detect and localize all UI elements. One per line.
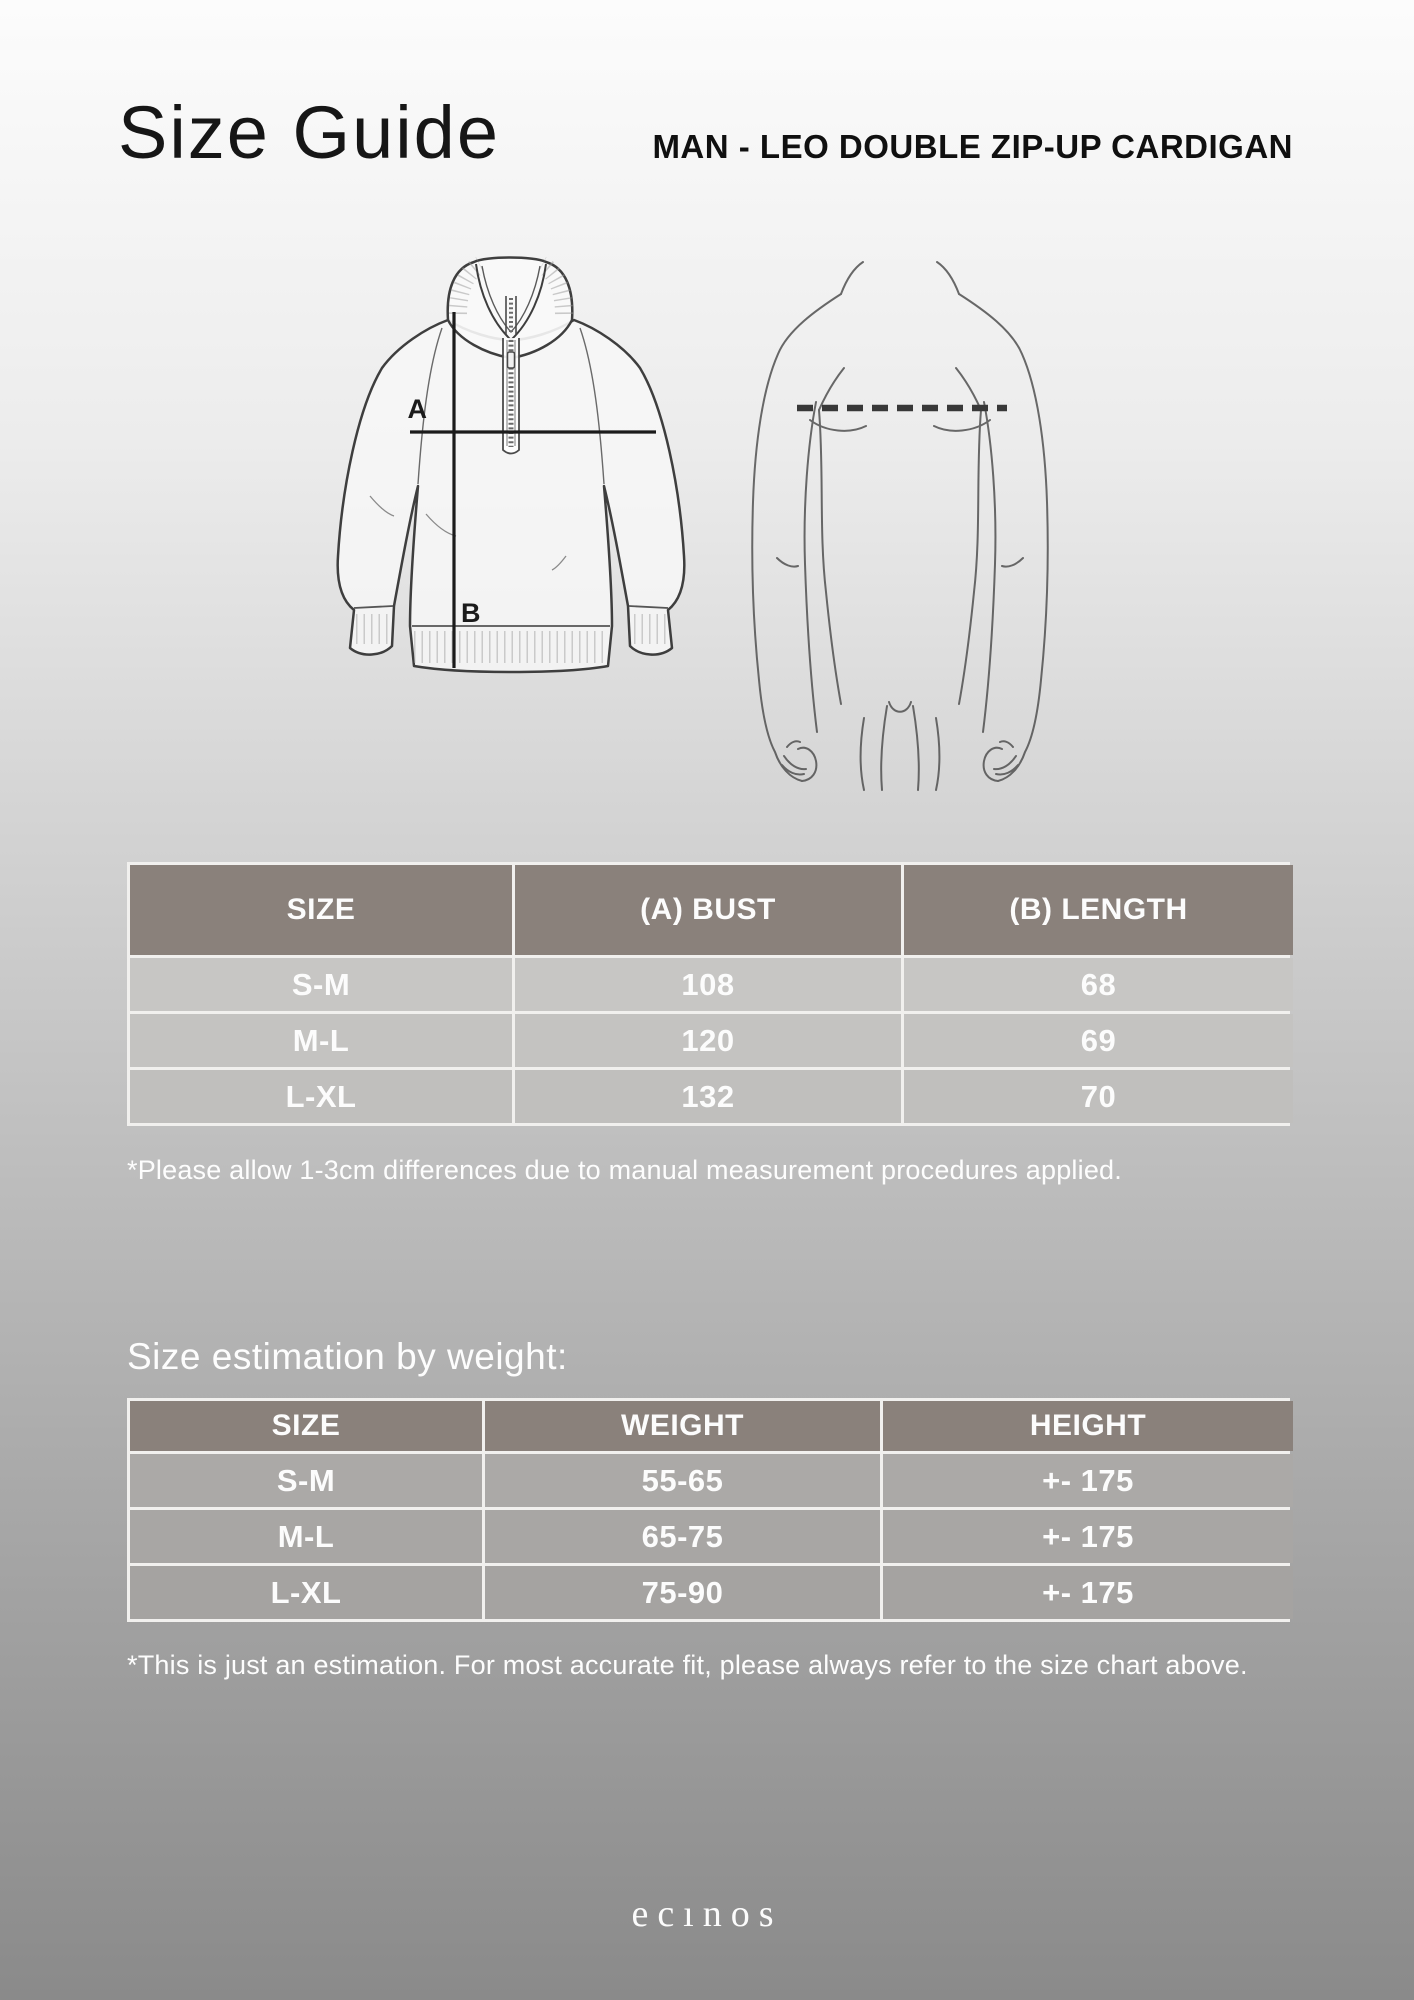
table-cell: L-XL	[130, 1566, 482, 1619]
weight-section-heading: Size estimation by weight:	[127, 1336, 568, 1377]
product-name: MAN - LEO DOUBLE ZIP-UP CARDIGAN	[652, 128, 1293, 165]
table-cell: +- 175	[883, 1566, 1293, 1619]
table-cell: 132	[515, 1070, 901, 1123]
table-cell: M-L	[130, 1014, 512, 1067]
zipper-pull	[508, 352, 515, 368]
body-arm-inner-right	[983, 402, 995, 732]
body-chest-curves	[810, 420, 990, 431]
table-header-cell: SIZE	[130, 865, 512, 955]
page-title: Size Guide	[118, 91, 500, 174]
table-cell: 75-90	[485, 1566, 880, 1619]
table-cell: 55-65	[485, 1454, 880, 1507]
table-header-cell: WEIGHT	[485, 1401, 880, 1451]
table-cell: S-M	[130, 1454, 482, 1507]
table-cell: 65-75	[485, 1510, 880, 1563]
table-header-cell: (B) LENGTH	[904, 865, 1293, 955]
table-cell: M-L	[130, 1510, 482, 1563]
body-shoulder-hints	[819, 368, 981, 410]
table-cell: +- 175	[883, 1510, 1293, 1563]
table-cell: 70	[904, 1070, 1293, 1123]
body-neck	[841, 262, 959, 294]
body-legs	[861, 706, 940, 790]
table-cell: S-M	[130, 958, 512, 1011]
table-header-cell: SIZE	[130, 1401, 482, 1451]
table-cell: 69	[904, 1014, 1293, 1067]
table-cell: 108	[515, 958, 901, 1011]
body-hand-left	[782, 741, 816, 781]
table-header-cell: HEIGHT	[883, 1401, 1293, 1451]
body-arm-inner-left	[805, 402, 817, 732]
garment-diagram	[330, 256, 690, 676]
body-diagram	[740, 260, 1060, 790]
size-chart-note: *Please allow 1-3cm differences due to manual measurement procedures applied.	[127, 1155, 1122, 1185]
measure-label-a: A	[407, 394, 427, 424]
weight-chart-note: *This is just an estimation. For most accurate fit, please always refer to the size chart above.	[127, 1650, 1248, 1680]
size-chart-table	[127, 862, 1290, 1126]
body-torso-left	[819, 410, 841, 704]
body-torso-right	[959, 410, 981, 704]
body-hand-right	[984, 741, 1018, 781]
body-elbow-hints	[777, 558, 1023, 567]
weight-chart-table	[127, 1398, 1290, 1622]
body-crotch	[889, 702, 911, 712]
table-cell: +- 175	[883, 1454, 1293, 1507]
brand-logo: ecınos	[631, 1893, 783, 1935]
measure-label-b: B	[461, 598, 481, 628]
body-arm-outer-right	[959, 294, 1048, 781]
table-cell: L-XL	[130, 1070, 512, 1123]
table-cell: 120	[515, 1014, 901, 1067]
body-arm-outer-left	[752, 294, 841, 781]
table-cell: 68	[904, 958, 1293, 1011]
table-header-cell: (A) BUST	[515, 865, 901, 955]
